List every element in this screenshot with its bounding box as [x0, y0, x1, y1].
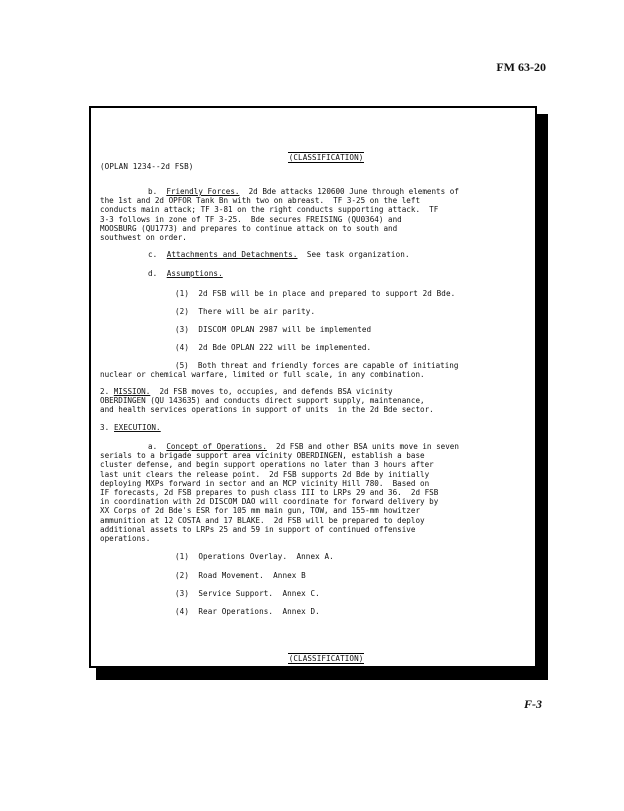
assumption-2: (2) There will be air parity. — [175, 307, 316, 316]
manual-id: FM 63-20 — [496, 60, 546, 74]
mission-heading: MISSION. — [113, 387, 151, 396]
assumption-4: (4) 2d Bde OPLAN 222 will be implemented. — [175, 343, 372, 352]
annex-3: (3) Service Support. Annex C. — [175, 589, 320, 598]
execution-heading-line: 3. EXECUTION. — [100, 423, 161, 432]
annex-1: (1) Operations Overlay. Annex A. — [175, 552, 334, 561]
classification-bottom: (CLASSIFICATION) — [288, 654, 364, 664]
annex-4: (4) Rear Operations. Annex D. — [175, 607, 320, 616]
execution-heading: EXECUTION. — [114, 423, 161, 432]
friendly-forces-paragraph: b. Friendly Forces. 2d Bde attacks 120600 June through elements of the 1st and 2d OPFOR Tank Bn with two on abreast. TF 3-25 on the left conducts main attack; TF 3-81 on the right conducts supporting attack. TF 3-3 follows in zone of TF 3-25. Bde secures FREISING (QU0364) and MOOSBURG (QU1773) and prepares to continue attack on to south and southwest on order. — [100, 187, 459, 243]
page-number: F-3 — [524, 697, 542, 711]
annex-2: (2) Road Movement. Annex B — [175, 571, 306, 580]
mission-paragraph: 2. MISSION. 2d FSB moves to, occupies, and defends BSA vicinity OBERDINGEN (QU 143635) and conducts direct support supply, maintenance, and health services operations in support of units in the 2d Bde sector. — [100, 387, 434, 415]
assumption-5: (5) Both threat and friendly forces are capable of initiating nuclear or chemical warfare, limited or full scale, in any combination. — [100, 361, 459, 380]
assumptions-heading: Assumptions. — [166, 269, 223, 278]
concept-heading: Concept of Operations. — [166, 442, 267, 451]
assumption-3: (3) DISCOM OPLAN 2987 will be implemented — [175, 325, 372, 334]
concept-of-operations-paragraph: a. Concept of Operations. 2d FSB and other BSA units move in seven serials to a brigade support area vicinity OBERDINGEN, establish a base cluster defense, and begin support operations no later than 3 hours after last unit clears the release point. 2d FSB supports 2d Bde by initially deploying MXPs forward in sector and an MCP vicinity Hill 780. Based on IF forecasts, 2d FSB prepares to push class III to LRPs 29 and 36. 2d FSB in coordination with 2d DISCOM DAO will coordinate for forward delivery by XX Corps of 2d Bde's ESR for 105 mm main gun, TOW, and 155-mm howitzer ammunition at 12 COSTA and 17 BLAKE. 2d FSB will be prepared to deploy additional assets to LRPs 25 and 59 in support of continued offensive operations. — [100, 442, 459, 544]
friendly-forces-heading: Friendly Forces. — [166, 187, 240, 196]
document-page — [89, 106, 537, 668]
attachments-paragraph: c. Attachments and Detachments. See task organization. — [148, 250, 410, 259]
assumption-1: (1) 2d FSB will be in place and prepared to support 2d Bde. — [175, 289, 456, 298]
plan-title: (OPLAN 1234--2d FSB) — [100, 162, 194, 171]
assumptions-heading-line: d. Assumptions. — [148, 269, 223, 278]
attachments-heading: Attachments and Detachments. — [166, 250, 298, 259]
classification-top: (CLASSIFICATION) — [288, 153, 364, 163]
